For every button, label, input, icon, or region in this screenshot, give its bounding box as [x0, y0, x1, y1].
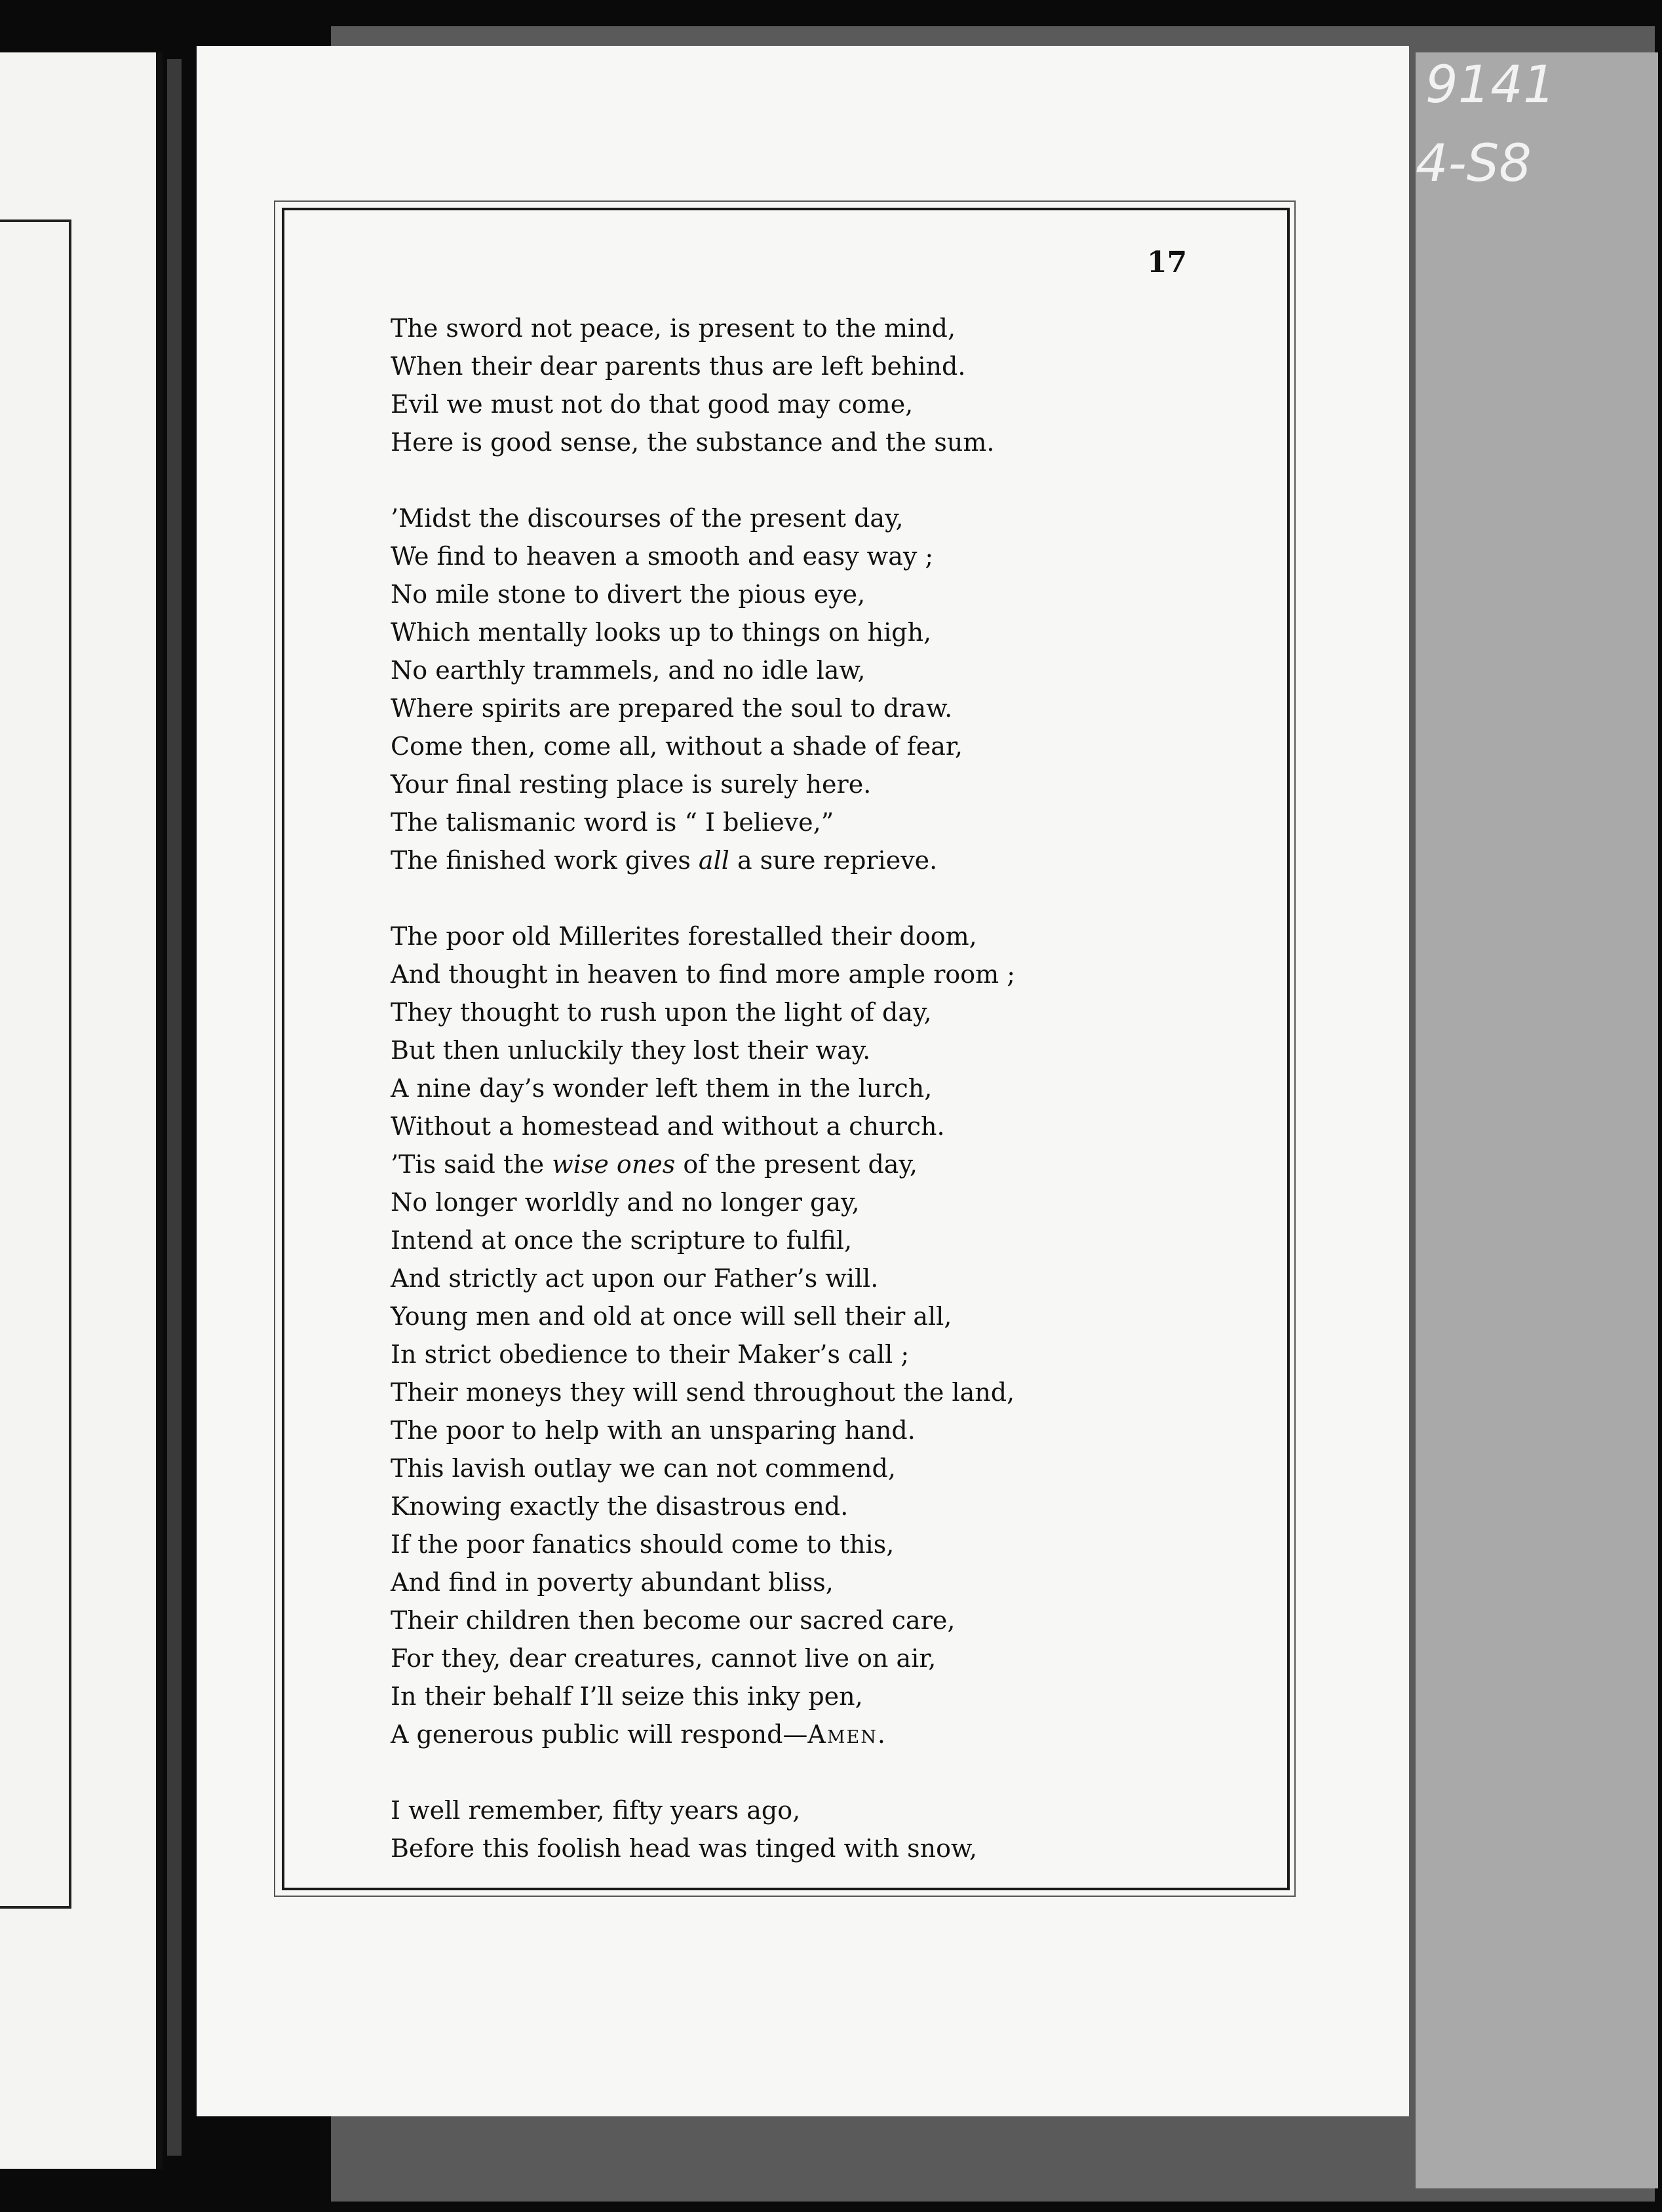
- gutter-shadow: [167, 59, 182, 2156]
- poem-line: ’Midst the discourses of the present day,: [391, 504, 904, 533]
- poem-line: Which mentally looks up to things on high,: [391, 618, 932, 647]
- poem-text: [391, 309, 1243, 1867]
- poem-text-run: of the present day,: [675, 1150, 918, 1179]
- poem-line: [391, 841, 1243, 879]
- poem-line: [391, 1145, 1243, 1183]
- poem-line: When their dear parents thus are left behind.: [391, 352, 966, 381]
- poem-line: Before this foolish head was tinged with snow,: [391, 1834, 978, 1863]
- poem-line: A nine day’s wonder left them in the lurch,: [391, 1074, 933, 1103]
- poem-text-run: The finished work gives: [391, 846, 699, 875]
- poem-line: I well remember, fifty years ago,: [391, 1796, 801, 1825]
- poem-line: But then unluckily they lost their way.: [391, 1036, 871, 1065]
- poem-line: The talismanic word is “ I believe,”: [391, 808, 834, 837]
- poem-line: No mile stone to divert the pious eye,: [391, 580, 866, 609]
- handwritten-annotation: 9141: [1425, 56, 1556, 115]
- poem-line: No earthly trammels, and no idle law,: [391, 656, 866, 685]
- handwritten-annotation: 4-S8: [1416, 134, 1532, 193]
- poem-text-run: ’Tis said the: [391, 1150, 552, 1179]
- poem-line: Where spirits are prepared the soul to draw.: [391, 694, 953, 723]
- poem-line: Your final resting place is surely here.: [391, 770, 872, 799]
- poem-text-run: A generous public will respond—: [391, 1720, 808, 1749]
- poem-text-run: a sure reprieve.: [729, 846, 938, 875]
- poem-line: They thought to rush upon the light of day,: [391, 998, 932, 1027]
- poem-emphasis: wise ones: [552, 1150, 676, 1179]
- poem-line: Intend at once the scripture to fulfil,: [391, 1226, 853, 1255]
- poem-emphasis: all: [698, 846, 729, 875]
- poem-line: This lavish outlay we can not commend,: [391, 1454, 896, 1483]
- stanza-break: [391, 461, 1243, 499]
- poem-line: And strictly act upon our Father’s will.: [391, 1264, 879, 1293]
- poem-line: Their moneys they will send throughout the land,: [391, 1378, 1015, 1407]
- poem-line: The sword not peace, is present to the mind,: [391, 314, 956, 343]
- poem-line: We find to heaven a smooth and easy way ;: [391, 542, 934, 571]
- poem-line: No longer worldly and no longer gay,: [391, 1188, 860, 1217]
- poem-line: In their behalf I’ll seize this inky pen,: [391, 1682, 863, 1711]
- poem-line: Without a homestead and without a church.: [391, 1112, 945, 1141]
- page-number: 17: [1147, 246, 1188, 279]
- back-sheet-edge: [1416, 52, 1658, 2188]
- poem-line: If the poor fanatics should come to this,: [391, 1530, 895, 1559]
- poem-line: Evil we must not do that good may come,: [391, 390, 914, 419]
- facing-page-frame: [0, 219, 71, 1909]
- poem-line: In strict obedience to their Maker’s call ;: [391, 1340, 910, 1369]
- poem-line: Their children then become our sacred care,: [391, 1606, 956, 1635]
- poem-line: [391, 1715, 1243, 1753]
- poem-line: The poor to help with an unsparing hand.: [391, 1416, 916, 1445]
- poem-line: The poor old Millerites forestalled their doom,: [391, 922, 977, 951]
- stanza-break: [391, 879, 1243, 917]
- poem-line: Come then, come all, without a shade of fear,: [391, 732, 963, 761]
- facing-page: [0, 52, 163, 2169]
- poem-line: And thought in heaven to find more ample room ;: [391, 960, 1016, 989]
- poem-small-caps: Amen.: [807, 1720, 887, 1749]
- poem-line: Young men and old at once will sell their all,: [391, 1302, 952, 1331]
- stanza-break: [391, 1753, 1243, 1791]
- poem-line: And find in poverty abundant bliss,: [391, 1568, 834, 1597]
- book-page: [197, 46, 1409, 2116]
- poem-line: Here is good sense, the substance and the sum.: [391, 428, 995, 457]
- poem-line: For they, dear creatures, cannot live on air,: [391, 1644, 937, 1673]
- poem-line: Knowing exactly the disastrous end.: [391, 1492, 849, 1521]
